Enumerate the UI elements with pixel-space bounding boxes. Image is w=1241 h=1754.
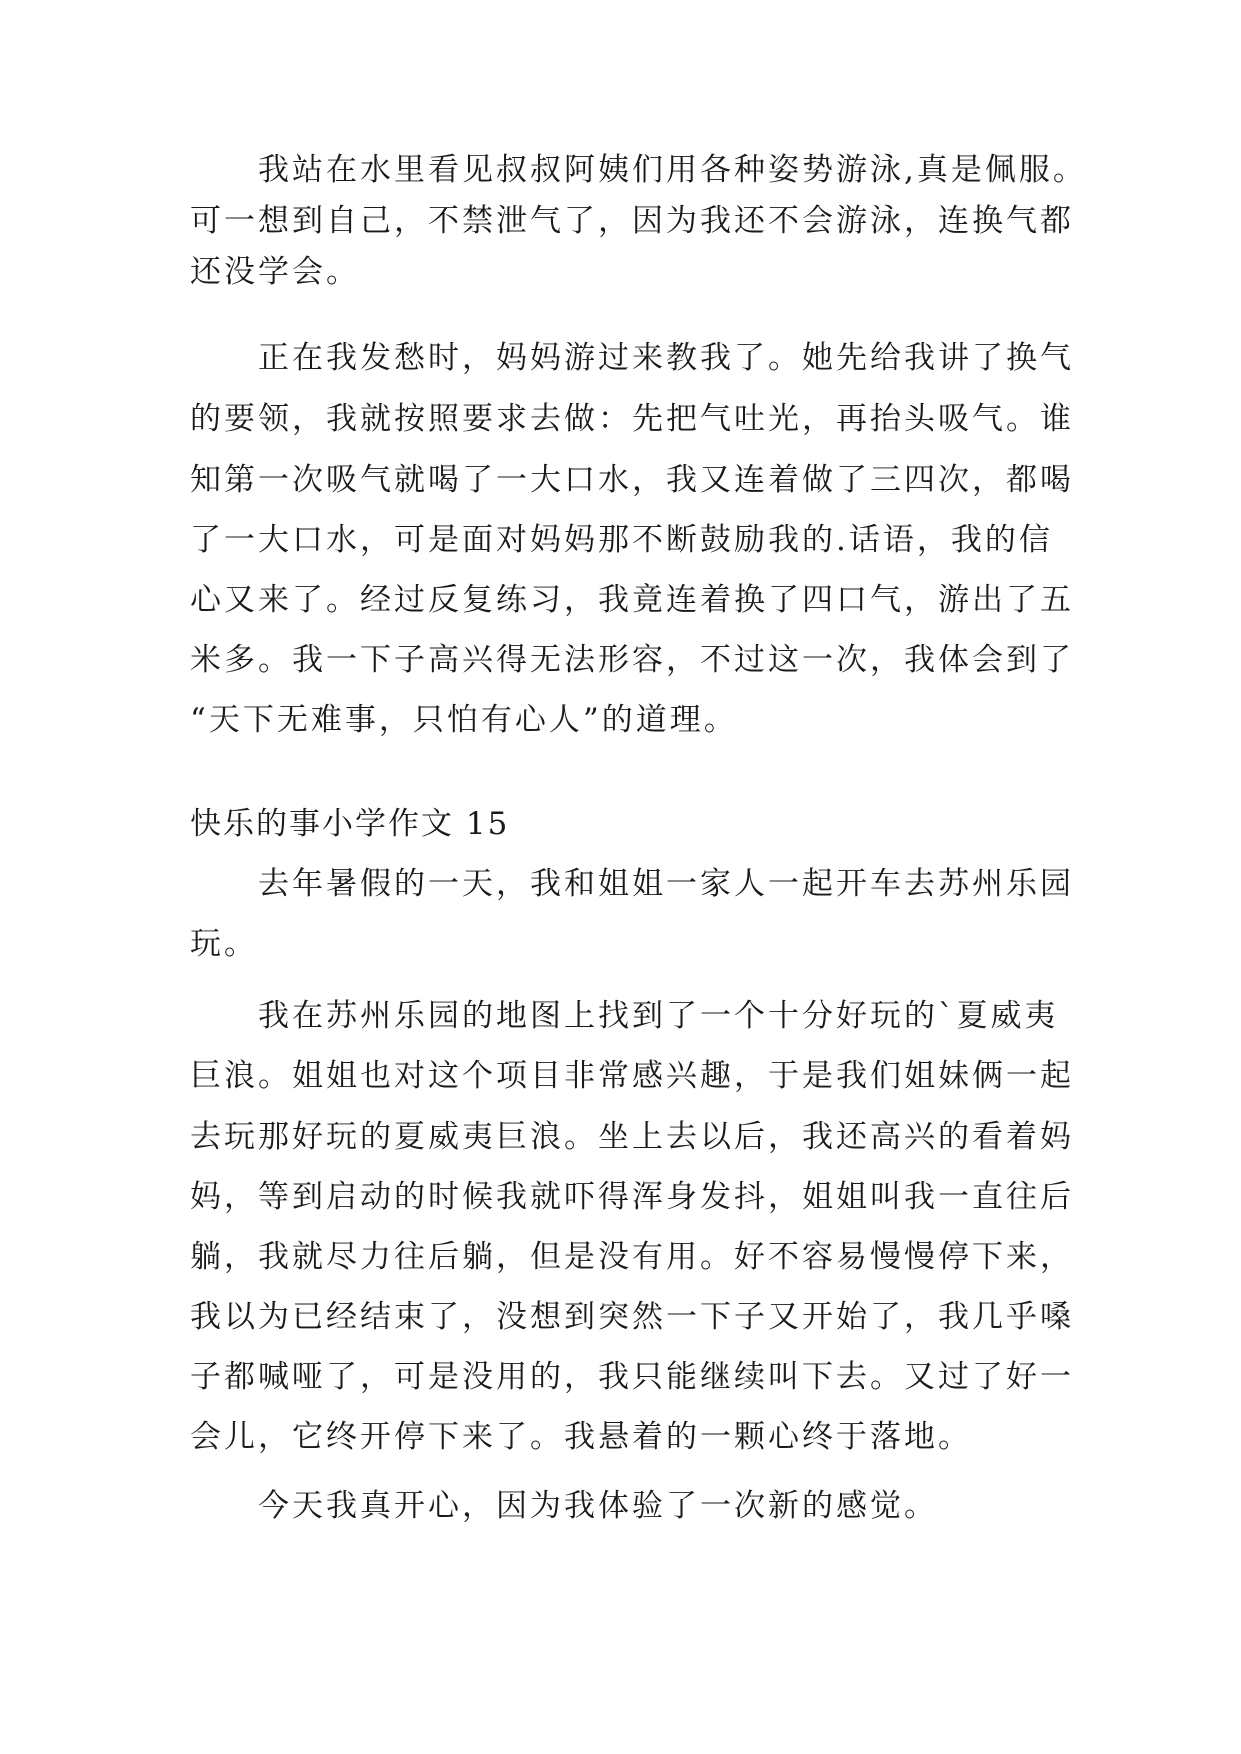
text-line: 米多。我一下子高兴得无法形容，不过这一次，我体会到了 (190, 642, 1074, 678)
text-line: 子都喊哑了，可是没用的，我只能继续叫下去。又过了好一 (190, 1359, 1074, 1395)
section-heading: 快乐的事小学作文 15 (190, 806, 510, 842)
text-line: “天下无难事，只怕有心人”的道理。 (190, 702, 738, 738)
text-line: 玩。 (190, 926, 258, 962)
text-line: 正在我发愁时，妈妈游过来教我了。她先给我讲了换气 (258, 340, 1074, 376)
text-line: 躺，我就尽力往后躺，但是没有用。好不容易慢慢停下来， (190, 1239, 1074, 1275)
text-line: 心又来了。经过反复练习，我竟连着换了四口气，游出了五 (190, 582, 1074, 618)
text-line: 巨浪。姐姐也对这个项目非常感兴趣，于是我们姐妹俩一起 (190, 1058, 1074, 1094)
text-line: 可一想到自己，不禁泄气了，因为我还不会游泳，连换气都 (190, 203, 1074, 239)
text-line: 今天我真开心，因为我体验了一次新的感觉。 (258, 1488, 938, 1524)
text-line: 会儿，它终开停下来了。我悬着的一颗心终于落地。 (190, 1419, 972, 1455)
text-line: 妈，等到启动的时候我就吓得浑身发抖，姐姐叫我一直往后 (190, 1179, 1074, 1215)
text-line: 去年暑假的一天，我和姐姐一家人一起开车去苏州乐园 (258, 866, 1074, 902)
text-line: 的要领，我就按照要求去做：先把气吐光，再抬头吸气。谁 (190, 401, 1074, 437)
text-line: 去玩那好玩的夏威夷巨浪。坐上去以后，我还高兴的看着妈 (190, 1119, 1074, 1155)
text-line: 了一大口水，可是面对妈妈那不断鼓励我的.话语，我的信 (190, 522, 1053, 558)
text-line: 还没学会。 (190, 254, 360, 290)
text-line: 我站在水里看见叔叔阿姨们用各种姿势游泳,真是佩服。 (258, 152, 1087, 188)
text-line: 我在苏州乐园的地图上找到了一个十分好玩的`夏威夷 (258, 998, 1059, 1034)
text-line: 我以为已经结束了，没想到突然一下子又开始了，我几乎嗓 (190, 1299, 1074, 1335)
text-line: 知第一次吸气就喝了一大口水，我又连着做了三四次，都喝 (190, 462, 1074, 498)
